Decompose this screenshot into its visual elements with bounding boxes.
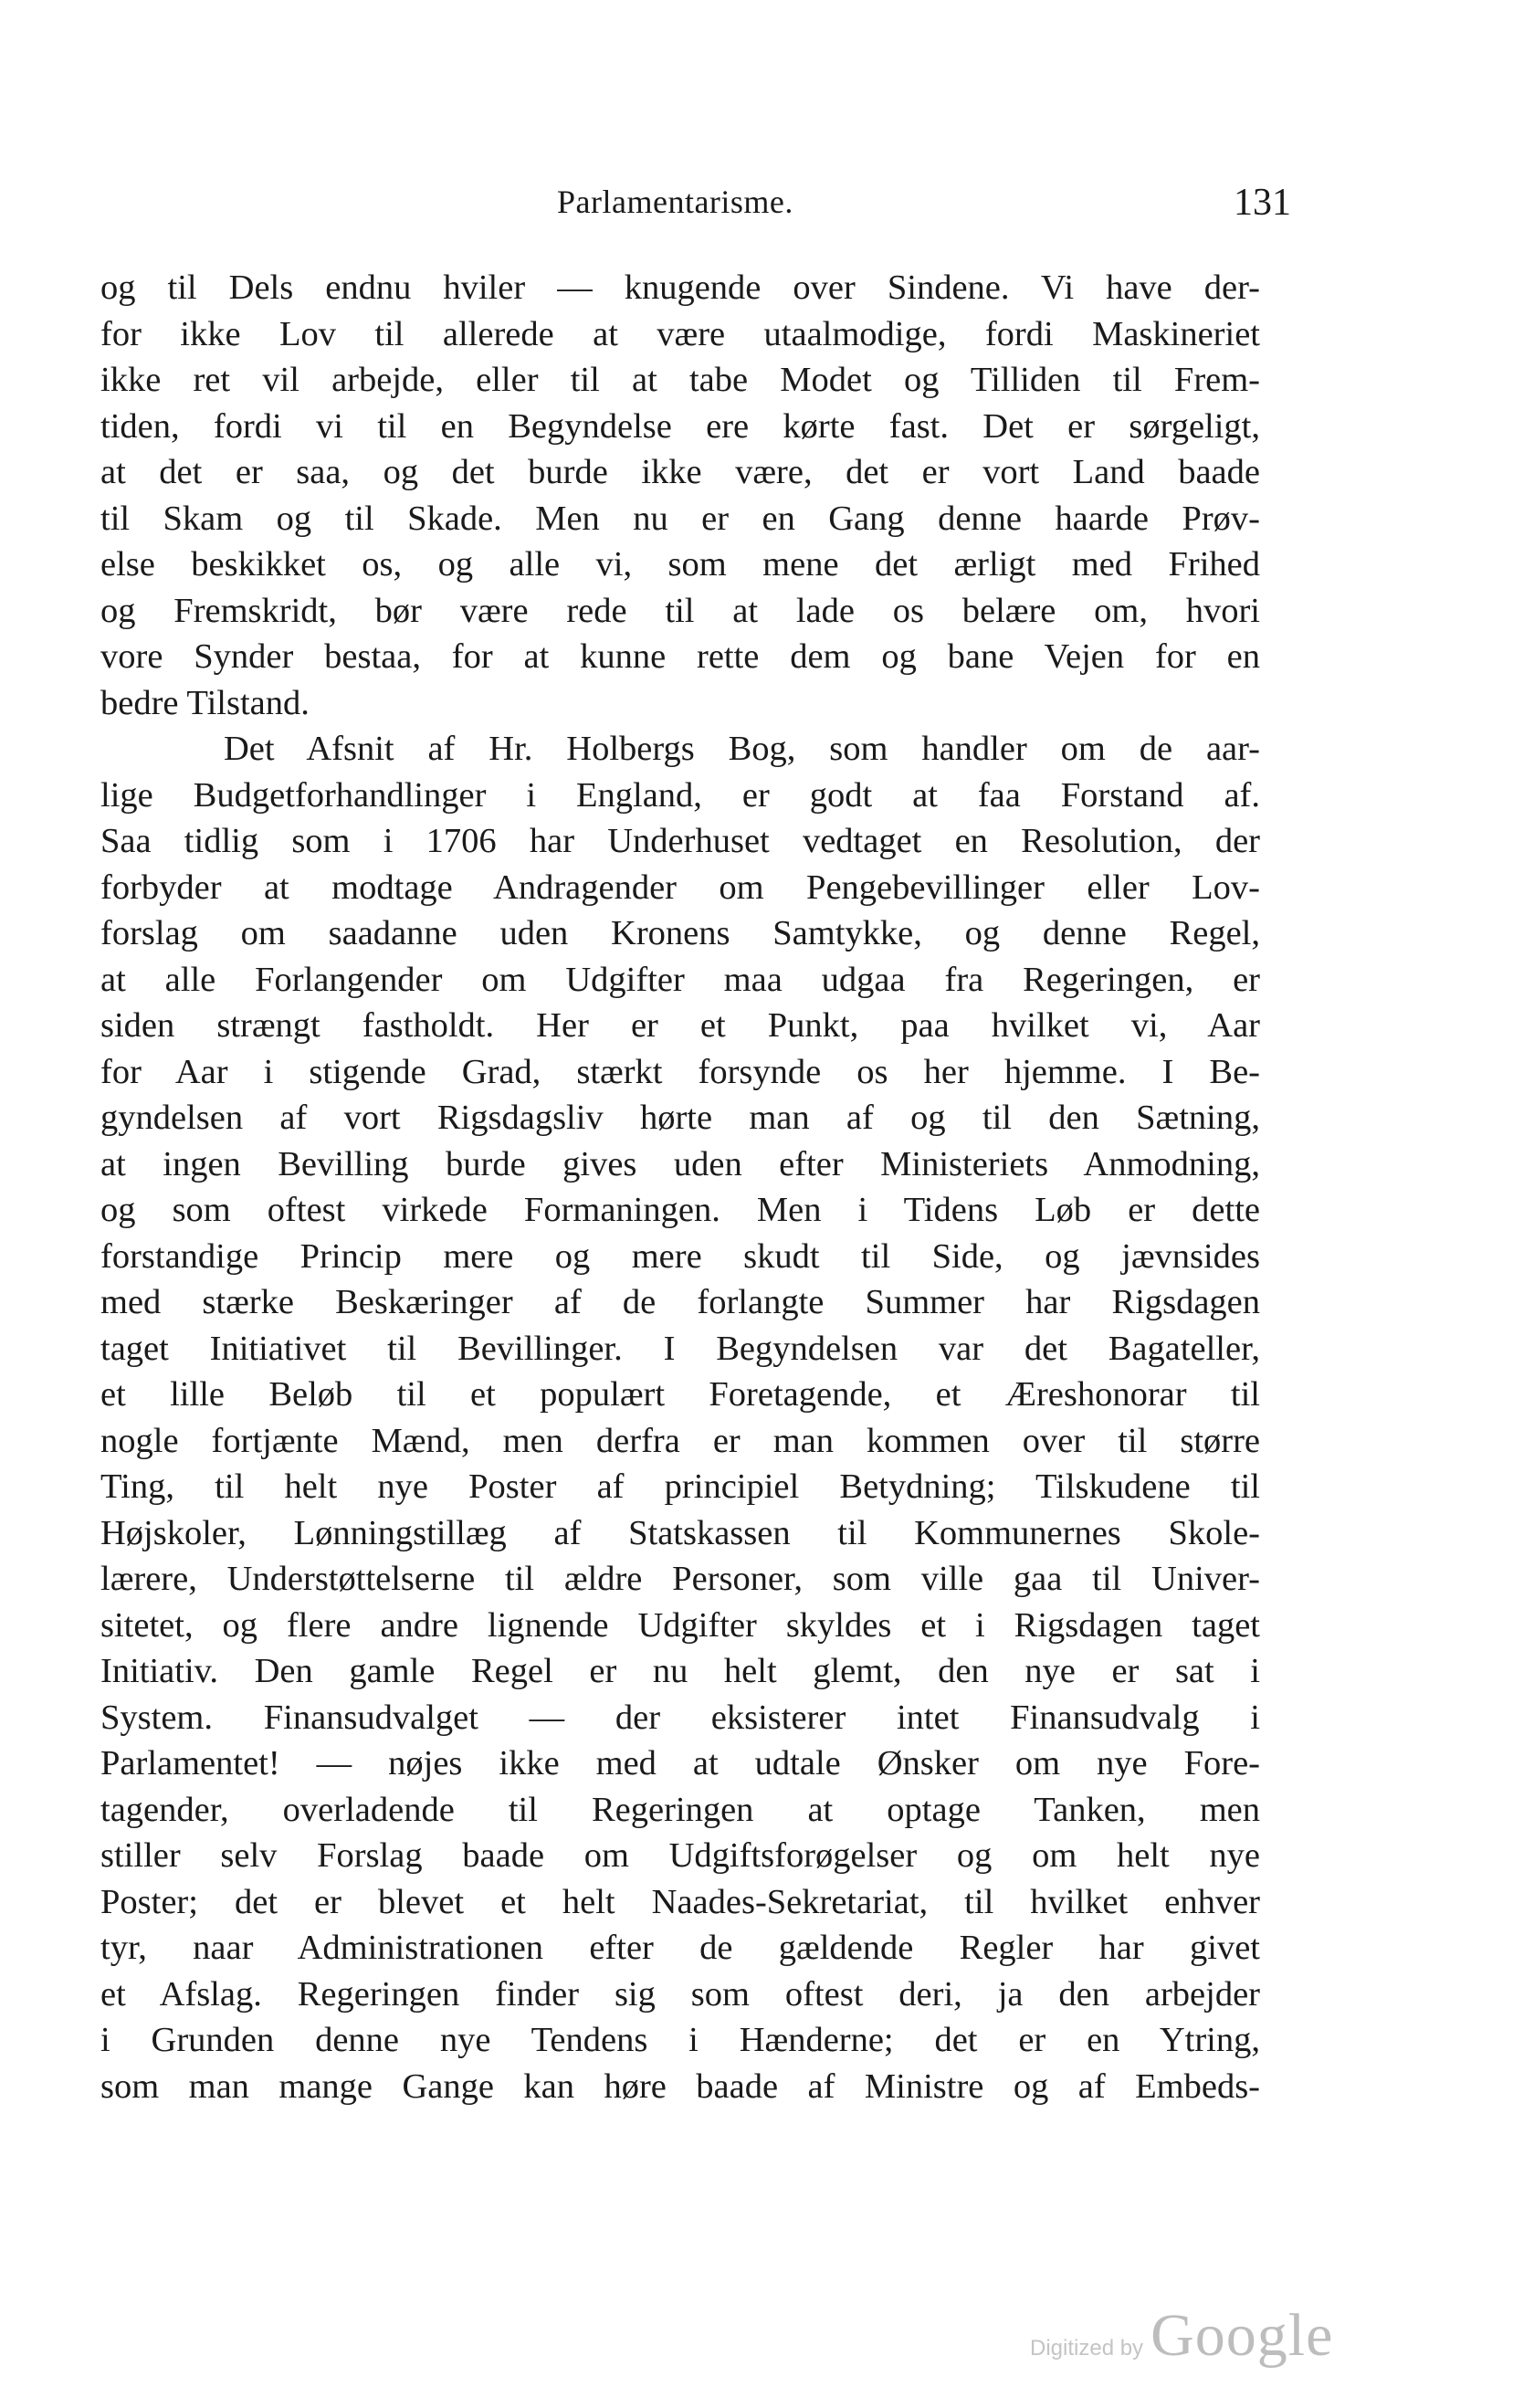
paragraph-end-line: bedre Tilstand.: [100, 683, 310, 722]
text-line: at ingen Bevilling burde gives uden efter Ministeriets Anmodning,: [100, 1144, 1260, 1183]
text-line: forstandige Princip mere og mere skudt til Side, og jævnsides: [100, 1236, 1260, 1276]
text-line: Højskoler, Lønningstillæg af Statskassen til Kommunernes Skole-: [100, 1513, 1260, 1552]
text-line: for Aar i stigende Grad, stærkt forsynde os her hjemme. I Be-: [100, 1052, 1260, 1091]
page-number: 131: [1234, 182, 1291, 224]
text-line: at det er saa, og det burde ikke være, det er vort Land baade: [100, 453, 1260, 491]
text-line: tagender, overladende til Regeringen at optage Tanken, men: [100, 1790, 1260, 1829]
watermark-prefix: Digitized by: [1030, 2336, 1144, 2361]
text-line: at alle Forlangender om Udgifter maa udgaa fra Regeringen, er: [100, 960, 1260, 999]
text-line: Parlamentet! — nøjes ikke med at udtale Ønsker om nye Fore-: [100, 1744, 1260, 1782]
text-line: og som oftest virkede Formaningen. Men i Tidens Løb er dette: [100, 1191, 1260, 1229]
text-line: forbyder at modtage Andragender om Pengebevillinger eller Lov-: [100, 868, 1260, 907]
text-line: et lille Beløb til et populært Foretagende, et Æreshonorar til: [100, 1375, 1260, 1414]
text-line: Saa tidlig som i 1706 har Underhuset vedtaget en Resolution, der: [100, 822, 1260, 860]
text-line: tiden, fordi vi til en Begyndelse ere kørte fast. Det er sørgeligt,: [100, 406, 1260, 446]
text-line: nogle fortjænte Mænd, men derfra er man kommen over til større: [100, 1421, 1260, 1460]
text-line: Poster; det er blevet et helt Naades-Sekretariat, til hvilket enhver: [100, 1882, 1260, 1921]
text-line: vore Synder bestaa, for at kunne rette dem og bane Vejen for en: [100, 637, 1260, 676]
text-line: for ikke Lov til allerede at være utaalmodige, fordi Maskineriet: [100, 314, 1260, 353]
text-line: og Fremskridt, bør være rede til at lade os belære om, hvori: [100, 591, 1260, 630]
text-line: taget Initiativet til Bevillinger. I Begyndelsen var det Bagateller,: [100, 1329, 1260, 1368]
text-line: i Grunden denne nye Tendens i Hænderne; det er en Ytring,: [100, 2021, 1260, 2059]
body-text: [100, 265, 1260, 2109]
text-line: sitetet, og flere andre lignende Udgifter skyldes et i Rigsdagen taget: [100, 1605, 1260, 1645]
text-line: til Skam og til Skade. Men nu er en Gang denne haarde Prøv-: [100, 499, 1260, 538]
text-line: et Afslag. Regeringen finder sig som oftest deri, ja den arbejder: [100, 1974, 1260, 2014]
running-head: [100, 182, 1291, 237]
text-line: forslag om saadanne uden Kronens Samtykke, og denne Regel,: [100, 914, 1260, 952]
text-line: stiller selv Forslag baade om Udgiftsforøgelser og om helt nye: [100, 1836, 1260, 1875]
text-line: som man mange Gange kan høre baade af Ministre og af Embeds-: [100, 2066, 1260, 2106]
text-line: tyr, naar Administrationen efter de gældende Regler har givet: [100, 1929, 1260, 1967]
digitized-by-google-watermark: [1030, 2301, 1334, 2369]
text-line: og til Dels endnu hviler — knugende over Sindene. Vi have der-: [100, 268, 1260, 307]
text-line: else beskikket os, og alle vi, som mene det ærligt med Frihed: [100, 545, 1260, 584]
text-line: ikke ret vil arbejde, eller til at tabe Modet og Tilliden til Frem-: [100, 361, 1260, 399]
paragraph-start-line: Det Afsnit af Hr. Holbergs Bog, som handler om de aar-: [224, 730, 1260, 768]
text-line: siden strængt fastholdt. Her er et Punkt, paa hvilket vi, Aar: [100, 1006, 1260, 1045]
text-line: Initiativ. Den gamle Regel er nu helt glemt, den nye er sat i: [100, 1652, 1260, 1690]
text-line: System. Finansudvalget — der eksisterer intet Finansudvalg i: [100, 1698, 1260, 1737]
text-line: lige Budgetforhandlinger i England, er godt at faa Forstand af.: [100, 775, 1260, 815]
google-logo: Google: [1150, 2302, 1334, 2369]
text-line: med stærke Beskæringer af de forlangte Summer har Rigsdagen: [100, 1283, 1260, 1321]
running-title: Parlamentarisme.: [557, 184, 793, 220]
text-line: lærere, Understøttelserne til ældre Personer, som ville gaa til Univer-: [100, 1560, 1260, 1598]
text-line: gyndelsen af vort Rigsdagsliv hørte man af og til den Sætning,: [100, 1099, 1260, 1137]
text-line: Ting, til helt nye Poster af principiel Betydning; Tilskudene til: [100, 1467, 1260, 1506]
